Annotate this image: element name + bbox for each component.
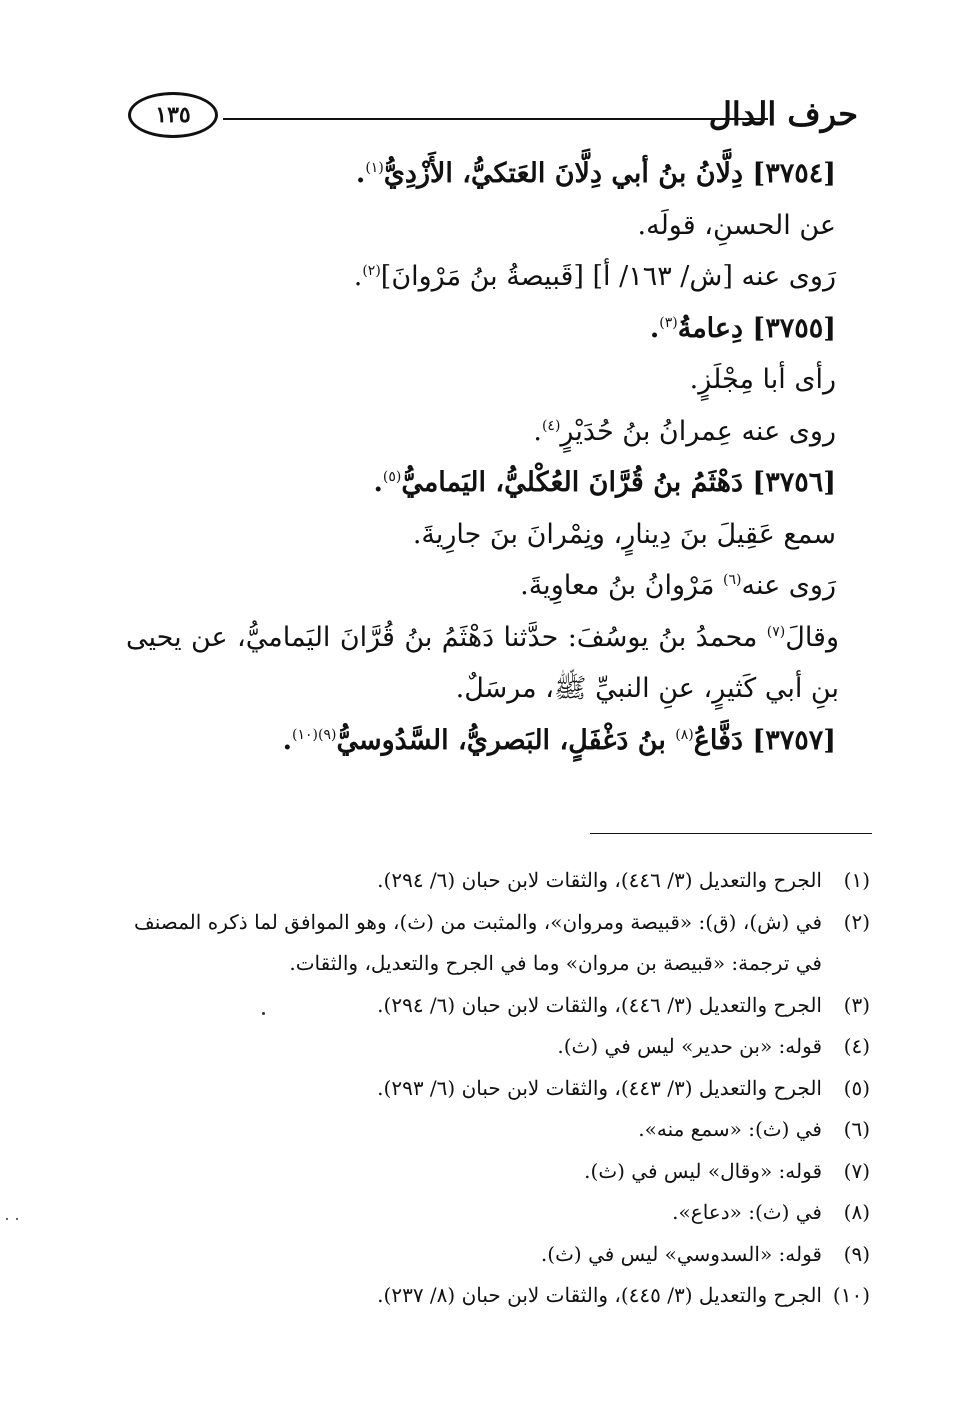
footnote-item: (٤) قوله: «بن حدير» ليس في (ث).: [557, 1034, 870, 1058]
text-line: رأى أبا مِجْلَزٍ.: [689, 364, 836, 395]
scan-speck: [16, 1218, 18, 1220]
footnote-marker: (٨): [675, 726, 694, 743]
entry-3757: [٣٧٥٧] دَفَّاعُ$^{(٨)}$ بنُ دَغْفَلٍ، البَصريُّ، السَّدُوسيُّ$^{(٩)(١٠)}$.: [282, 724, 836, 756]
page-number-badge: ١٣٥: [128, 92, 218, 138]
footnote-item: (٢) في (ش)، (ق): «قبيصة ومروان»، والمثبت من (ث)، وهو الموافق لما ذكره المصنف في ترجمة: «قبيصة بن مروان» وما في الجرح والتعديل، والثقات.: [134, 909, 870, 975]
scan-speck: [262, 1012, 265, 1015]
footnote-marker: (٩)(١٠): [292, 726, 337, 743]
footnote-divider: [590, 833, 872, 834]
page-header: [128, 92, 858, 142]
text-line: رَوى عنه$^{(٦)}$ مَرْوانُ بنُ معاوِيةَ.: [520, 570, 836, 601]
footnote-item: (١٠) الجرح والتعديل (٣/ ٤٤٥)، والثقات لابن حبان (٨/ ٢٣٧).: [377, 1283, 870, 1307]
header-rule: [223, 118, 768, 120]
text-line: عن الحسنِ، قولَه.: [637, 209, 836, 241]
footnote-item: (٧) قوله: «وقال» ليس في (ث).: [584, 1158, 870, 1183]
footnote-item: (٣) الجرح والتعديل (٣/ ٤٤٦)، والثقات لابن حبان (٦/ ٢٩٤).: [377, 992, 870, 1017]
scan-speck: [6, 1218, 8, 1220]
text-line: رَوى عنه [ش/ ١٦٣/ أ] [قَبيصةُ بنُ مَرْوانَ]$^{(٢)}$.: [353, 261, 836, 292]
footnote-marker: (٢): [362, 263, 381, 279]
footnote-marker: (١): [365, 160, 384, 176]
entry-3755: [٣٧٥٥] دِعامةُ$^{(٣)}$.: [649, 312, 836, 344]
footnote-marker: (٣): [659, 314, 678, 331]
footnote-item: (٥) الجرح والتعديل (٣/ ٤٤٣)، والثقات لابن حبان (٦/ ٢٩٣).: [377, 1075, 870, 1100]
footnote-item: (١) الجرح والتعديل (٣/ ٤٤٦)، والثقات لابن حبان (٦/ ٢٩٤).: [377, 868, 870, 892]
footnote-item: (٦) في (ث): «سمع منه».: [638, 1117, 870, 1141]
entry-3754: [٣٧٥٤] دِلَّانُ بنُ أبي دِلَّانَ العَتكيُّ، الأَزْدِيُّ$^{(١)}$.: [355, 158, 836, 189]
footnote-marker: (٧): [766, 623, 786, 640]
running-title: حرف الدال: [708, 95, 858, 133]
footnote-item: (٨) في (ث): «دعاع».: [672, 1200, 870, 1224]
footnotes: [134, 860, 870, 1317]
footnote-marker: (٦): [723, 572, 742, 588]
text-paragraph: وقالَ$^{(٧)}$ محمدُ بنُ يوسُفَ: حدَّثنا دَهْثَمُ بنُ قُرَّانَ اليَماميُّ، عن يحيى بنِ أبي كَثيرٍ، عنِ النبيِّ ﷺ، مرسَلٌ.: [126, 621, 839, 704]
text-line: سمع عَقِيلَ بنَ دِينارٍ، ونِمْرانَ بنَ جارِيةَ.: [412, 518, 836, 550]
footnote-marker: (٤): [541, 417, 561, 434]
footnote-item: (٩) قوله: «السدوسي» ليس في (ث).: [540, 1241, 870, 1266]
text-line: روى عنه عِمرانُ بنُ حُدَيْرٍ$^{(٤)}$.: [533, 415, 836, 447]
footnote-marker: (٥): [382, 469, 402, 485]
entry-3756: [٣٧٥٦] دَهْثَمُ بنُ قُرَّانَ العُكْليُّ، اليَماميُّ$^{(٥)}$.: [373, 467, 836, 498]
main-text: [126, 148, 839, 766]
